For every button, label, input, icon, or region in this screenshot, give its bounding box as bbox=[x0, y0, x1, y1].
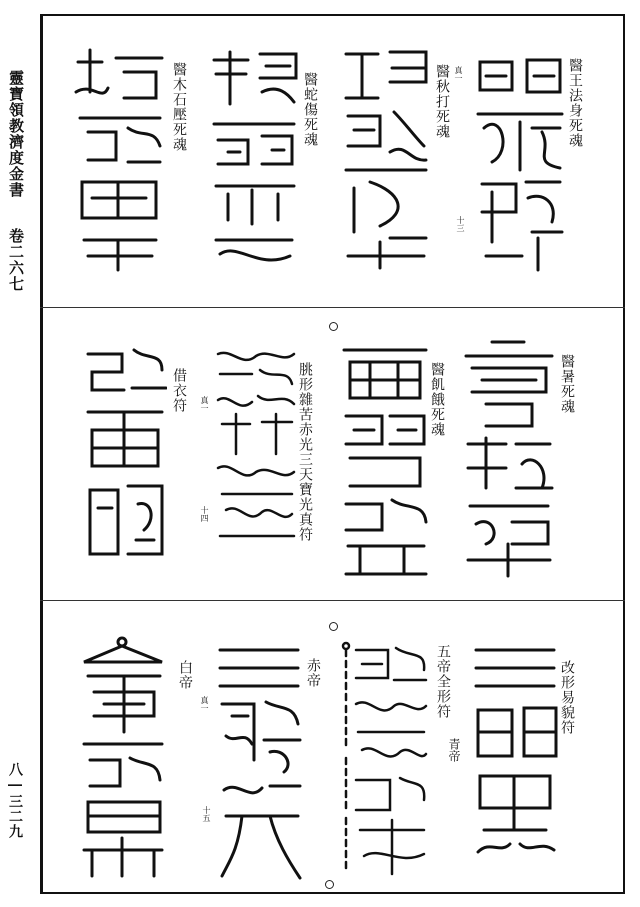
caption-1-3: 醫蛇傷死魂 bbox=[302, 72, 318, 147]
caption-2-1: 醫暑死魂 bbox=[559, 354, 575, 414]
caption-1-4: 醫木石壓死魂 bbox=[171, 62, 187, 152]
side-note-3-4: 真一 bbox=[200, 696, 209, 712]
caption-2-3: 朓形雜苦赤光三天寶光真符 bbox=[297, 362, 313, 542]
section-divider-2 bbox=[40, 600, 625, 601]
caption-3-3: 赤帝 bbox=[305, 658, 321, 688]
seal-talisman-2-4 bbox=[82, 340, 167, 565]
number-1-2: 十三 bbox=[456, 216, 465, 232]
caption-2-4: 借衣符 bbox=[171, 368, 187, 413]
section-divider-1 bbox=[40, 307, 625, 308]
caption-3-1: 改形易貌符 bbox=[559, 660, 575, 735]
binding-hole-2 bbox=[329, 622, 338, 631]
caption-3-2: 五帝全形符 bbox=[435, 644, 451, 719]
seal-talisman-1-3 bbox=[208, 44, 300, 272]
seal-talisman-1-4 bbox=[72, 42, 167, 272]
seal-talisman-3-2 bbox=[340, 640, 430, 876]
volume-label: 卷二六七 bbox=[7, 228, 25, 292]
binding-hole-3 bbox=[325, 880, 334, 889]
seal-talisman-1-1 bbox=[472, 42, 567, 272]
seal-talisman-1-2 bbox=[340, 42, 430, 270]
side-note-2-4: 真一 bbox=[200, 396, 209, 412]
caption-3-4: 白帝 bbox=[177, 660, 193, 690]
caption-2-2: 醫飢餓死魂 bbox=[429, 362, 445, 437]
seal-talisman-2-3 bbox=[212, 344, 297, 544]
binding-hole-1 bbox=[329, 322, 338, 331]
number-3-4: 十五 bbox=[202, 806, 211, 822]
caption-1-2: 醫秋打死魂 bbox=[434, 64, 450, 139]
seal-talisman-3-3 bbox=[214, 640, 304, 885]
seal-talisman-2-1 bbox=[462, 338, 557, 578]
seal-talisman-3-1 bbox=[470, 640, 560, 856]
seal-talisman-3-4 bbox=[74, 636, 174, 881]
page-number: 八―三二九 bbox=[7, 762, 23, 839]
number-2-3: 十四 bbox=[200, 506, 209, 522]
caption-1-1: 醫王法身死魂 bbox=[567, 58, 583, 148]
side-note-3-2: 青帝 bbox=[447, 738, 461, 762]
side-note-1-2: 真一 bbox=[454, 66, 463, 82]
book-title: 靈寶領教濟度金書 bbox=[7, 70, 25, 198]
seal-talisman-2-2 bbox=[340, 340, 430, 578]
